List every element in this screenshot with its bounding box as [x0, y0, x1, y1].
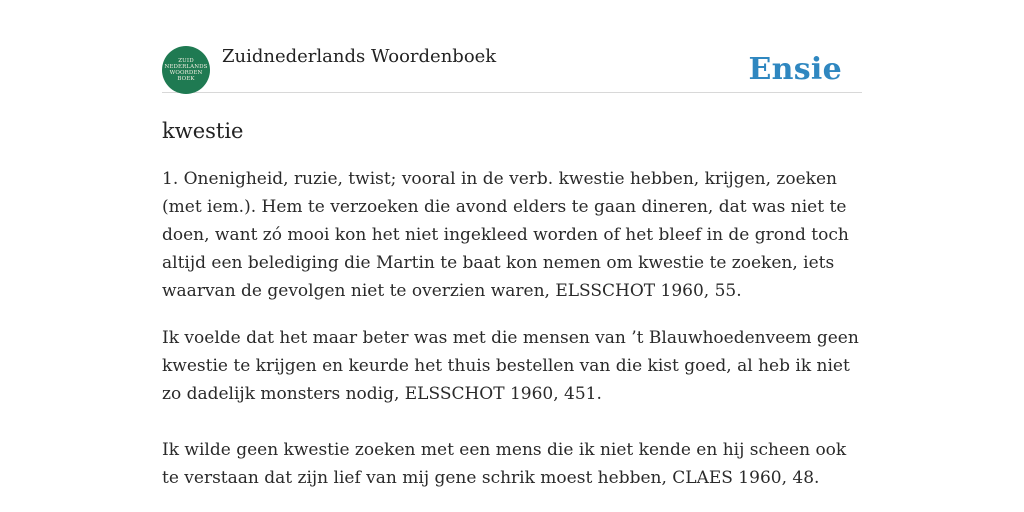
logo-line: BOEK	[177, 76, 195, 82]
logo-line: ZUID	[178, 58, 194, 64]
ensie-brand-link[interactable]: Ensie	[748, 52, 842, 87]
entry-paragraph: Ik voelde dat het maar beter was met die mensen van ’t Blauwhoedenveem geen kwestie te krijgen en keurde het thuis bestellen van die kist goed, al heb ik niet zo dadelijk monsters nodig, ELSSCHOT 1960, 451.	[162, 328, 859, 404]
page-container	[162, 42, 862, 492]
entry-content	[162, 165, 862, 492]
logo-line: WOORDEN	[169, 70, 203, 76]
entry-paragraph: Ik wilde geen kwestie zoeken met een mens die ik niet kende en hij scheen ook te verstaan dat zijn lief van mij gene schrik moest hebben, CLAES 1960, 48.	[162, 440, 847, 488]
site-name-link[interactable]: Zuidnederlands Woordenboek	[222, 46, 497, 67]
logo-line: NEDERLANDS	[164, 64, 208, 70]
site-header	[162, 42, 862, 93]
entry-title: kwestie	[162, 119, 244, 143]
site-logo[interactable]	[162, 46, 210, 94]
entry-paragraph: 1. Onenigheid, ruzie, twist; vooral in de verb. kwestie hebben, krijgen, zoeken (met iem.). Hem te verzoeken die avond elders te gaan dineren, dat was niet te doen, want zó mooi kon het niet ingekleed worden of het bleef in de grond toch altijd een belediging die Martin te baat kon nemen om kwestie te zoeken, iets waarvan de gevolgen niet te overzien waren, ELSSCHOT 1960, 55.	[162, 169, 849, 301]
